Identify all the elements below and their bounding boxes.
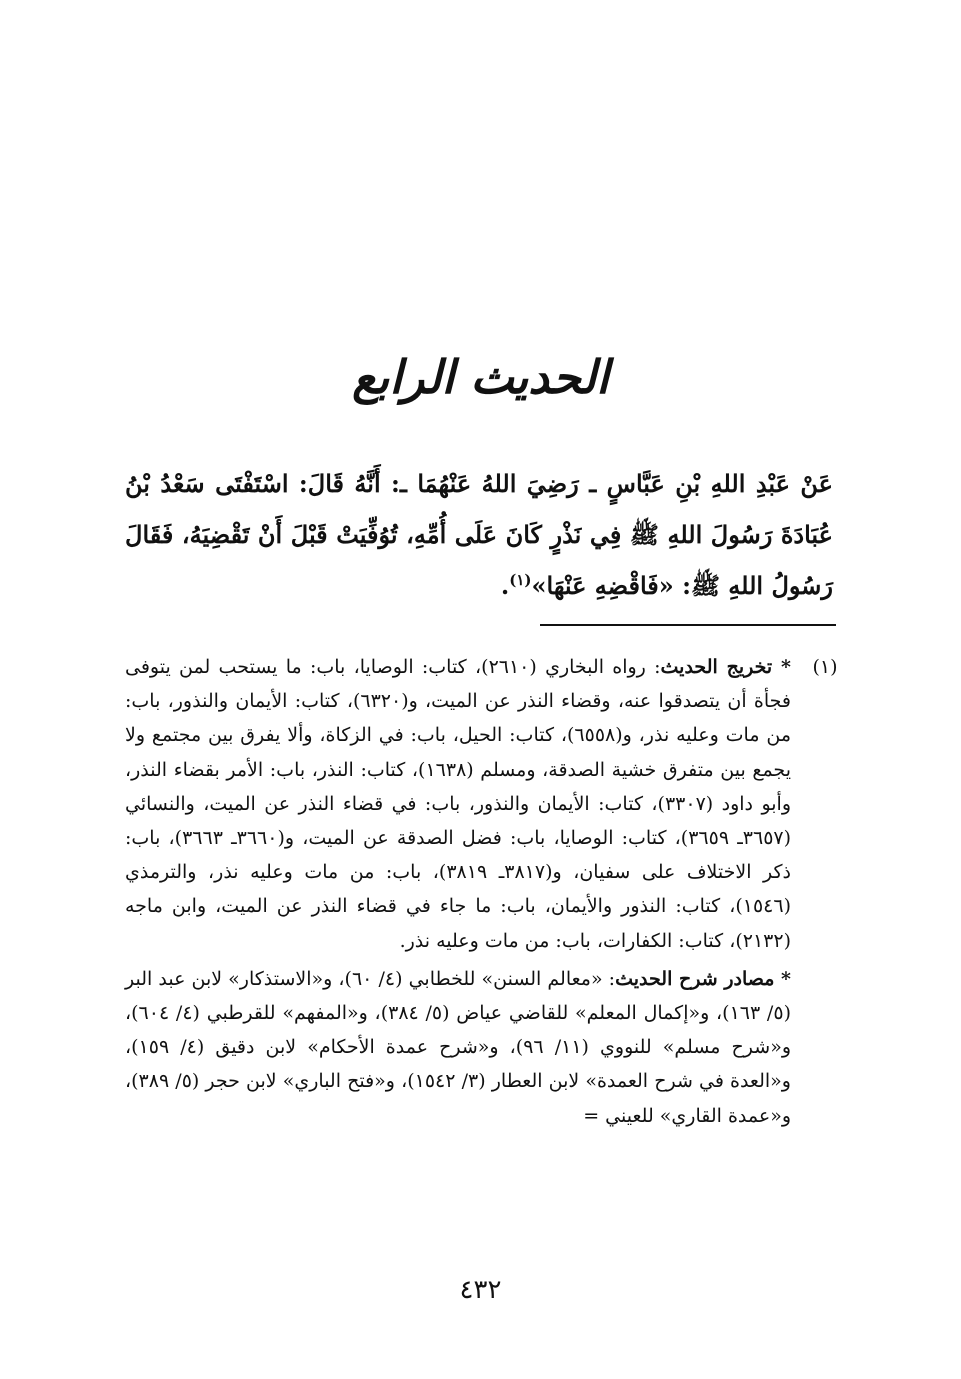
sources-text: : «معالم السنن» للخطابي (٤/ ٦٠)، و«الاستذكار» لابن عبد البر (٥/ ١٦٣)، و«إكمال المعلم» للقاضي عياض (٥/ ٣٨٤)، و«المفهم» للقرطبي (٤/ ٦٠٤)، و«شرح مسلم» للنووي (١١/ ٩٦)، و«شرح عمدة الأحكام» لابن دقيق (٤/ ١٥٩)، و«العدة في شرح العمدة» لابن العطار (٣/ ١٥٤٢)، و«فتح الباري» لابن حجر (٥/ ٣٨٩)، و«عمدة القاري» للعيني = bbox=[125, 967, 791, 1127]
footnote-body bbox=[125, 650, 791, 1133]
page-number: ٤٣٢ bbox=[459, 1275, 502, 1305]
footnote-paragraph-takhrij bbox=[125, 650, 791, 958]
footnote-reference[interactable]: (١) bbox=[509, 571, 532, 589]
takhrij-label: * تخريج الحديث bbox=[660, 656, 791, 678]
sources-label: * مصادر شرح الحديث bbox=[615, 967, 791, 990]
takhrij-text: : رواه البخاري (٢٦١٠)، كتاب: الوصايا، باب: ما يستحب لمن يتوفى فجأة أن يتصدقوا عنه، وقضاء النذر عن الميت، و(٦٣٢٠)، كتاب: الأيمان والنذور، باب: من مات وعليه نذر، و(٦٥٥٨)، كتاب: الحيل، باب: في الزكاة، وألا يفرق بين مجتمع ولا يجمع بين متفرق خشية الصدقة، ومسلم (١٦٣٨)، كتاب: النذر، باب: الأمر بقضاء النذر، وأبو داود (٣٣٠٧)، كتاب: الأيمان والنذور، باب: في قضاء النذر عن الميت، والنسائي (٣٦٥٧ـ ٣٦٥٩)، كتاب: الوصايا، باب: فضل الصدقة عن الميت، و(٣٦٦٠ـ ٣٦٦٣)، باب: ذكر الاختلاف على سفيان، و(٣٨١٧ـ ٣٨١٩)، باب: من مات وعليه نذر، والترمذي (١٥٤٦)، كتاب: النذور والأيمان، باب: ما جاء في قضاء النذر عن الميت، وابن ماجه (٢١٣٢)، كتاب: الكفارات، باب: من مات وعليه نذر. bbox=[125, 656, 792, 952]
hadith-end-mark: . bbox=[500, 571, 510, 600]
hadith-text: عَنْ عَبْدِ اللهِ بْنِ عَبَّاسٍ ـ رَضِيَ اللهُ عَنْهُمَا ـ: أَنَّهُ قَالَ: اسْتَفْتَى سَعْدُ بْنُ عُبَادَةَ رَسُولَ اللهِ ﷺ فِي نَذْرٍ كَانَ عَلَى أُمِّهِ، تُوُفِّيَتْ قَبْلَ أَنْ تَقْضِيَهُ، فَقَالَ رَسُولُ اللهِ ﷺ: «فَاقْضِهِ عَنْهَا» bbox=[125, 469, 834, 600]
hadith-text-block bbox=[125, 458, 833, 611]
footnotes-section bbox=[125, 650, 841, 1137]
footnote-number: (١) bbox=[812, 656, 838, 678]
chapter-title: الحديث الرابع bbox=[352, 350, 609, 404]
footnote-separator bbox=[540, 624, 836, 626]
footnote bbox=[125, 650, 841, 1133]
footnote-paragraph-sources bbox=[125, 962, 791, 1133]
